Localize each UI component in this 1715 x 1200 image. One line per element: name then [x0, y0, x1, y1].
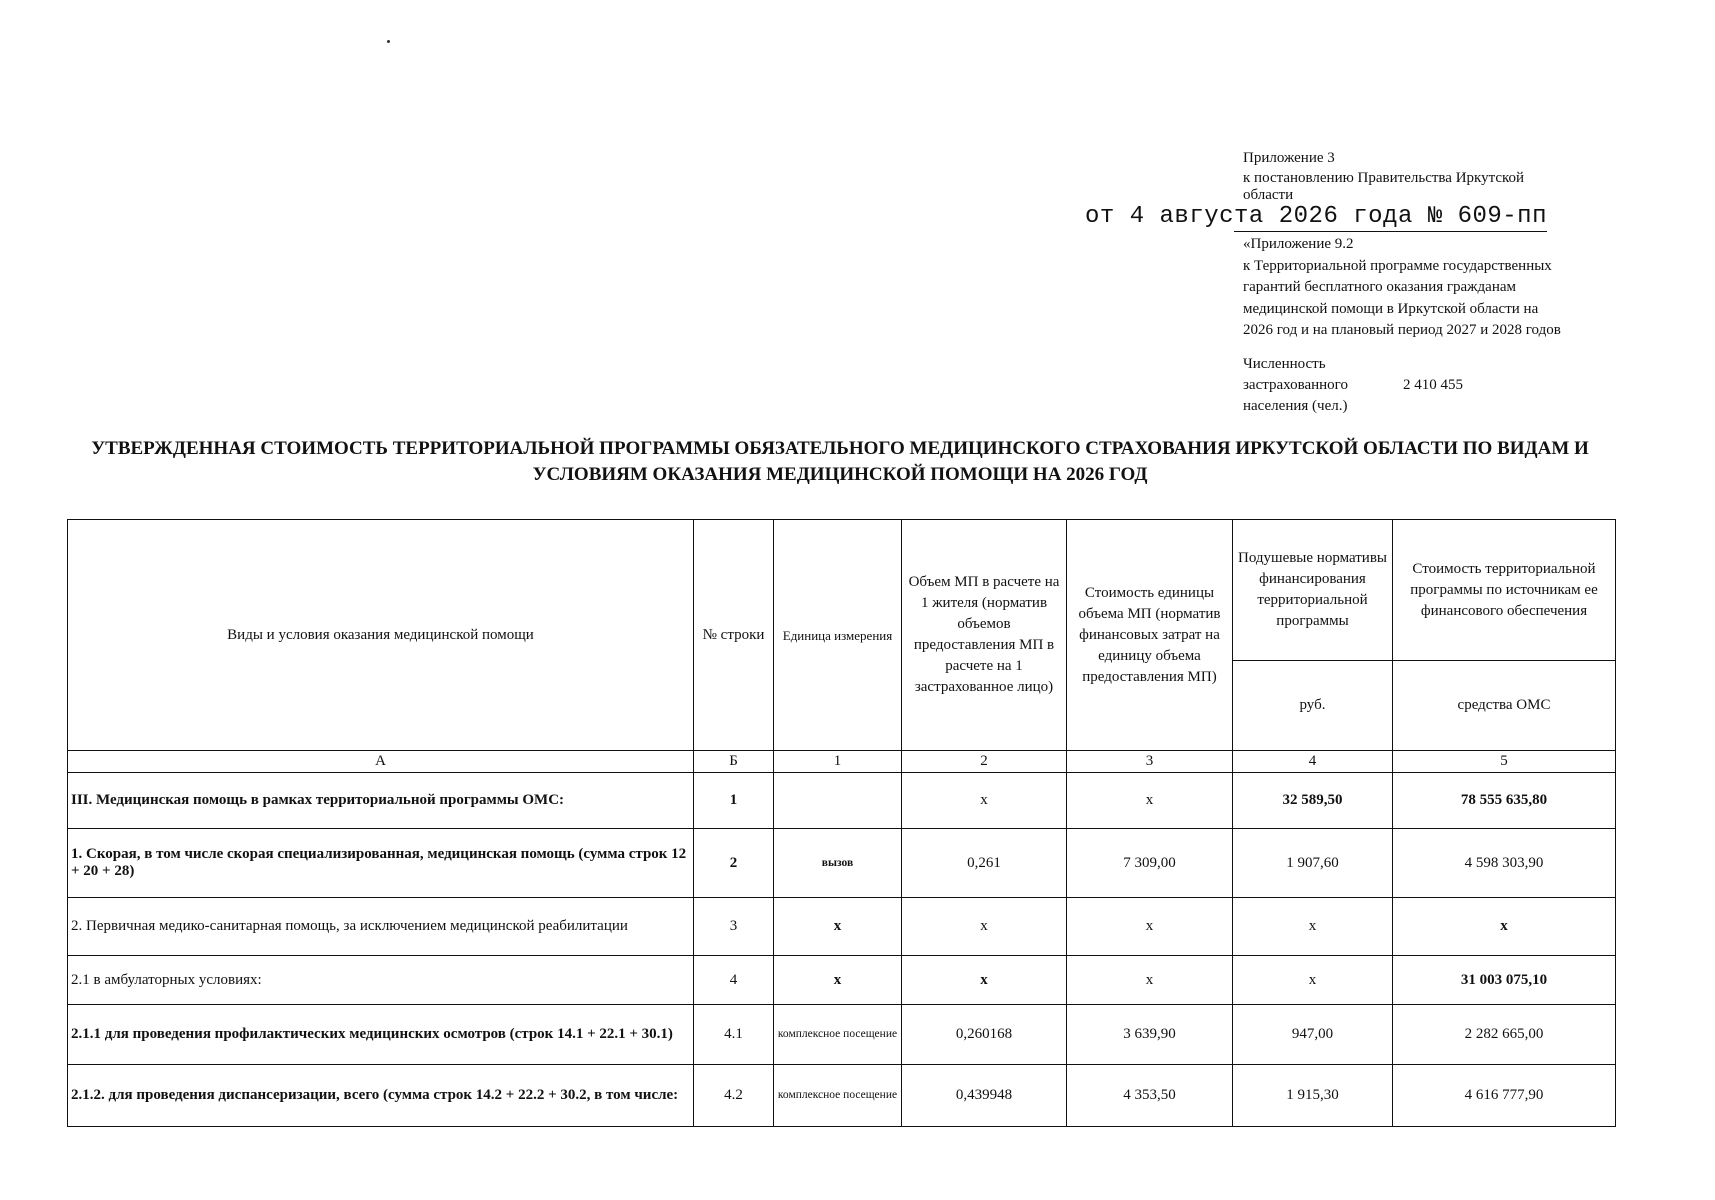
row-per-capita: х — [1233, 956, 1393, 1005]
index-cell: 1 — [774, 751, 902, 773]
appendix-line: Приложение 3 — [1243, 150, 1335, 166]
row-name: 2.1 в амбулаторных условиях: — [68, 956, 694, 1005]
header-total: Стоимость территориальной программы по источникам ее финансового обеспечения — [1393, 520, 1616, 661]
row-unit — [774, 773, 902, 829]
index-cell: 3 — [1067, 751, 1233, 773]
row-cost: 3 639,90 — [1067, 1005, 1233, 1065]
row-total: 78 555 635,80 — [1393, 773, 1616, 829]
population-value: 2 410 455 — [1403, 377, 1463, 393]
population-label: населения (чел.) — [1243, 398, 1348, 414]
header-row-no: № строки — [694, 520, 774, 751]
header-row — [68, 520, 1616, 661]
row-name: 2. Первичная медико-санитарная помощь, за исключением медицинской реабилитации — [68, 898, 694, 956]
row-name: 1. Скорая, в том числе скорая специализированная, медицинская помощь (сумма строк 12 + 20 + 28) — [68, 829, 694, 898]
row-no: 4 — [694, 956, 774, 1005]
index-cell: 5 — [1393, 751, 1616, 773]
row-total: х — [1393, 898, 1616, 956]
table-row — [68, 1005, 1616, 1065]
table-row — [68, 829, 1616, 898]
row-no: 3 — [694, 898, 774, 956]
table-row — [68, 898, 1616, 956]
scan-speck — [387, 40, 390, 43]
index-cell: А — [68, 751, 694, 773]
row-per-capita: 1 907,60 — [1233, 829, 1393, 898]
row-name: III. Медицинская помощь в рамках территориальной программы ОМС: — [68, 773, 694, 829]
row-total: 31 003 075,10 — [1393, 956, 1616, 1005]
row-total: 2 282 665,00 — [1393, 1005, 1616, 1065]
row-cost: 7 309,00 — [1067, 829, 1233, 898]
program-line: «Приложение 9.2 — [1243, 236, 1354, 252]
program-line: к Территориальной программе государственных — [1243, 257, 1552, 274]
population-label: Численность — [1243, 356, 1326, 372]
appendix-line: к постановлению Правительства Иркутской — [1243, 170, 1525, 186]
index-cell: Б — [694, 751, 774, 773]
header-total-unit: средства ОМС — [1393, 661, 1616, 751]
insured-population — [1243, 354, 1683, 417]
row-unit: комплексное посещение — [774, 1065, 902, 1127]
row-volume: 0,261 — [902, 829, 1067, 898]
row-per-capita: 947,00 — [1233, 1005, 1393, 1065]
row-no: 1 — [694, 773, 774, 829]
row-unit: х — [774, 956, 902, 1005]
stamp-prefix: от 4 авгус — [1085, 203, 1235, 230]
row-no: 4.2 — [694, 1065, 774, 1127]
row-per-capita: х — [1233, 898, 1393, 956]
row-per-capita: 1 915,30 — [1233, 1065, 1393, 1127]
stamp-underlined: та 2026 года № 609-пп — [1234, 203, 1547, 230]
row-unit: вызов — [774, 829, 902, 898]
row-volume: 0,439948 — [902, 1065, 1067, 1127]
row-unit: х — [774, 898, 902, 956]
row-cost: х — [1067, 956, 1233, 1005]
header-unit: Единица измерения — [774, 520, 902, 751]
header-cost: Стоимость единицы объема МП (норматив финансовых затрат на единицу объема предоставления МП) — [1067, 520, 1233, 751]
row-unit: комплексное посещение — [774, 1005, 902, 1065]
row-cost: х — [1067, 898, 1233, 956]
row-volume: х — [902, 956, 1067, 1005]
program-line: медицинской помощи в Иркутской области на — [1243, 300, 1539, 317]
header-volume: Объем МП в расчете на 1 жителя (норматив объемов предоставления МП в расчете на 1 застрахованное лицо) — [902, 520, 1067, 751]
program-line: гарантий бесплатного оказания гражданам — [1243, 279, 1517, 295]
row-volume: х — [902, 773, 1067, 829]
row-volume: 0,260168 — [902, 1005, 1067, 1065]
row-volume: х — [902, 898, 1067, 956]
cost-table — [67, 519, 1616, 1127]
population-label: застрахованного — [1243, 377, 1348, 393]
table-row — [68, 1065, 1616, 1127]
row-cost: 4 353,50 — [1067, 1065, 1233, 1127]
document-title: УТВЕРЖДЕННАЯ СТОИМОСТЬ ТЕРРИТОРИАЛЬНОЙ ПРОГРАММЫ ОБЯЗАТЕЛЬНОГО МЕДИЦИНСКОГО СТРАХОВАНИЯ ИРКУТСКОЙ ОБЛАСТИ ПО ВИДАМ И УСЛОВИЯМ ОКАЗАНИЯ МЕДИЦИНСКОЙ ПОМОЩИ НА 2026 ГОД — [91, 438, 1589, 485]
program-appendix — [1243, 234, 1683, 342]
row-name: 2.1.1 для проведения профилактических медицинских осмотров (строк 14.1 + 22.1 + 30.1) — [68, 1005, 694, 1065]
row-total: 4 616 777,90 — [1393, 1065, 1616, 1127]
index-row — [68, 751, 1616, 773]
index-cell: 4 — [1233, 751, 1393, 773]
appendix-header — [1243, 148, 1683, 205]
header-per-capita-unit: руб. — [1233, 661, 1393, 751]
table-row — [68, 773, 1616, 829]
decree-date-stamp — [1085, 203, 1547, 230]
row-total: 4 598 303,90 — [1393, 829, 1616, 898]
appendix-line: области — [1243, 187, 1294, 203]
header-per-capita: Подушевые нормативы финансирования территориальной программы — [1233, 520, 1393, 661]
program-line: 2026 год и на плановый период 2027 и 2028 годов — [1243, 322, 1561, 338]
row-cost: х — [1067, 773, 1233, 829]
table-row — [68, 956, 1616, 1005]
header-kinds: Виды и условия оказания медицинской помощи — [68, 520, 694, 751]
row-no: 2 — [694, 829, 774, 898]
row-per-capita: 32 589,50 — [1233, 773, 1393, 829]
row-no: 4.1 — [694, 1005, 774, 1065]
index-cell: 2 — [902, 751, 1067, 773]
row-name: 2.1.2. для проведения диспансеризации, всего (сумма строк 14.2 + 22.2 + 30.2, в том числе: — [68, 1065, 694, 1127]
